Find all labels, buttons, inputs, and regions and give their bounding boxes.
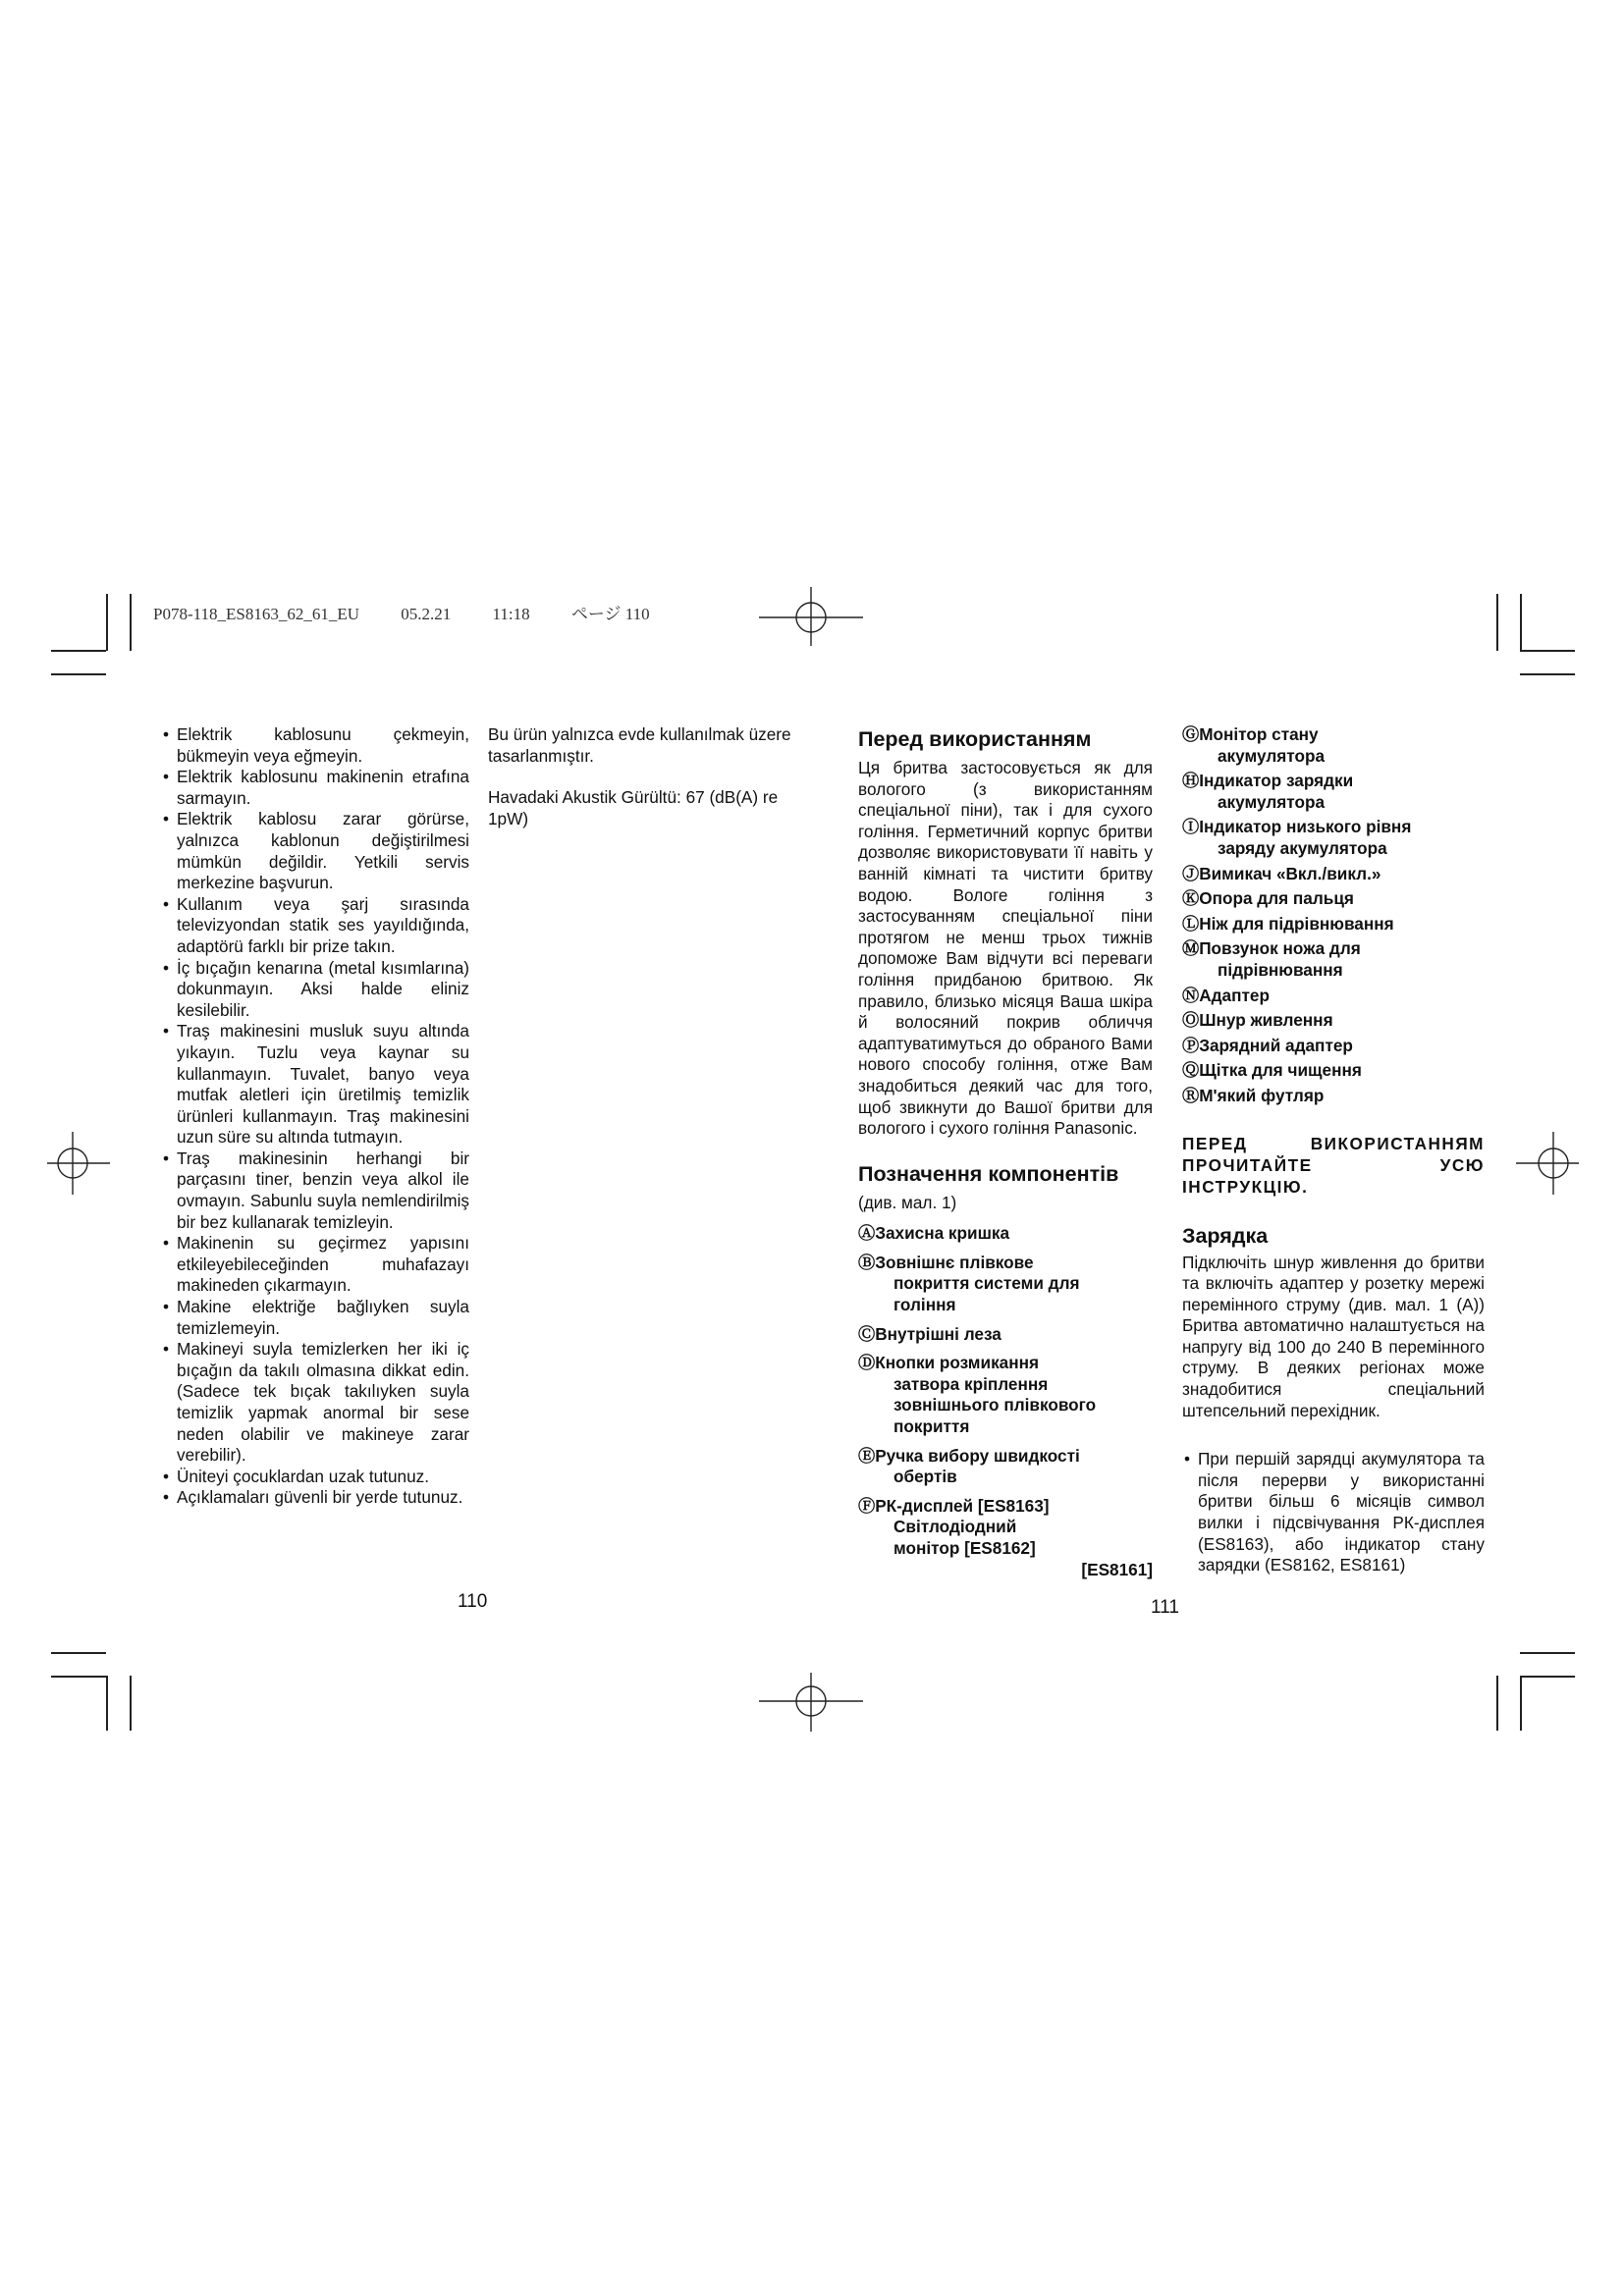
page111-column1 — [858, 726, 1153, 1588]
component-a: ⒶЗахисна кришка — [858, 1223, 1010, 1244]
list-item: • Makine elektriğe bağlıyken suyla temizlemeyin. — [161, 1297, 469, 1339]
component-j: ⒿВимикач «Вкл./викл.» — [1182, 863, 1381, 883]
list-item: • Makinenin su geçirmez yapısını etkileyebileceğinden muhafazayı makineden çıkarmayın. — [161, 1233, 469, 1297]
before-use-text: Ця бритва застосовується як для вологого (з використанням спеціальної піни), так і для сухого гоління. Герметичний корпус бритви дозволяє використовувати її навіть у ванній кімнаті та чистити бритву водою. Вологе гоління з застосуванням спеціальної піни протягом не менш трьох тижнів допоможе Вам відчути всі переваги гоління придбаною бритвою. Як правило, близько місяця Ваша шкіра й волосяний покрив обличчя адаптуватимуться до обраного Вами нового способу гоління, отже Вам знадобиться деякий час для того, щоб звикнути до Вашої бритви для вологого і сухого гоління Panasonic. — [858, 758, 1153, 1139]
noise-spec: Havadaki Akustik Gürültü: 67 (dB(A) re 1pW) — [488, 787, 779, 828]
list-item: • İç bıçağın kenarına (metal kısımlarına) dokunmayın. Aksi halde eliniz kesilebilir. — [161, 958, 469, 1022]
component-r: ⓇМ'який футляр — [1182, 1085, 1325, 1105]
component-g: ⒼМонітор стану акумулятора — [1182, 724, 1326, 766]
precaution-list — [161, 724, 469, 1509]
registration-mark-left — [47, 1132, 110, 1195]
registration-mark-bottom — [759, 1673, 863, 1732]
component-b: ⒷЗовнішнє плівкове покриття системи для гоління — [858, 1252, 1080, 1315]
components-title: Позначення компонентів — [858, 1161, 1119, 1186]
header-page-label: ページ 110 — [570, 605, 650, 623]
list-item: • Makineyi suyla temizlerken her iki iç bıçağın da takılı olmasına dikkat edin. (Sadece tek bıçak takılıyken suyla temizlik yapmak anormal bir sese neden olabilir ve makineye zarar verebilir). — [161, 1339, 469, 1467]
component-d: ⒹКнопки розмикання затвора кріплення зовнішнього плівкового покриття — [858, 1353, 1097, 1437]
list-item: • Açıklamaları güvenli bir yerde tutunuz. — [161, 1487, 469, 1509]
component-i: ⒾІндикатор низького рівня заряду акумулятора — [1182, 817, 1412, 858]
header-time: 11:18 — [492, 605, 530, 623]
components-ref: (див. мал. 1) — [858, 1192, 957, 1212]
component-n: ⓃАдаптер — [1182, 985, 1270, 1005]
page-number-111: 111 — [1151, 1597, 1179, 1618]
component-p: ⓅЗарядний адаптер — [1182, 1035, 1353, 1055]
component-o: ⓄШнур живлення — [1182, 1010, 1333, 1031]
component-l: ⓁНіж для підрівнювання — [1182, 913, 1394, 934]
list-item: • Elektrik kablosu zarar görürse, yalnızca kablonun değiştirilmesi mümkün değildir. Yetkili servis merkezine başvurun. — [161, 809, 469, 893]
component-c: ⒸВнутрішні леза — [858, 1323, 1001, 1344]
component-q: ⓆЩітка для чищення — [1182, 1060, 1362, 1081]
component-e: ⒺРучка вибору швидкості обертів — [858, 1445, 1080, 1487]
charging-text: Підключіть шнур живлення до бритви та включіть адаптер у розетку мережі перемінного струму (див. мал. 1 (A)) Бритва автоматично налаштується на напругу від 100 до 240 В перемінного струму. В деяких регіонах може знадобитися спеціальний штепсельний перехідник. — [1182, 1252, 1485, 1420]
page110-column2 — [488, 724, 800, 829]
home-use-note: Bu ürün yalnızca evde kullanılmak üzere tasarlanmıştır. — [488, 724, 791, 766]
page111-column2 — [1182, 724, 1485, 1576]
component-k: ⓀОпора для пальця — [1182, 888, 1354, 909]
component-f: ⒻРК-дисплей [ES8163] Світлодіодний монітор [ES8162] [ES8161] — [858, 1495, 1153, 1579]
list-item: • Elektrik kablosunu makinenin etrafına sarmayın. — [161, 767, 469, 809]
header-date: 05.2.21 — [401, 605, 452, 623]
registration-mark-right — [1516, 1132, 1579, 1195]
list-item: • Elektrik kablosunu çekmeyin, bükmeyin veya eğmeyin. — [161, 724, 469, 767]
list-item: • Kullanım veya şarj sırasında televizyondan statik ses yayıldığında, adaptörü farklı bir prize takın. — [161, 894, 469, 958]
charging-title: Зарядка — [1182, 1223, 1269, 1248]
component-h: ⒽІндикатор зарядки акумулятора — [1182, 771, 1354, 812]
page110-column1 — [161, 724, 469, 1509]
list-item: • Traş makinesini musluk suyu altında yıkayın. Tuzlu veya kaynar su kullanmayın. Tuvalet, banyo veya mutfak aletleri için üretilmiş temizlik ürünleri kullanmayın. Traş makinesini uzun süre su altında tutmayın. — [161, 1021, 469, 1148]
component-m: ⓂПовзунок ножа для підрівнювання — [1182, 938, 1361, 980]
list-item: • При першій зарядці акумулятора та після перерви у використанні бритви більш 6 місяців символ вилки і підсвічування РК-дисплея (ES8163), або індикатор стану зарядки (ES8162, ES8161) — [1182, 1449, 1485, 1576]
page-number-110: 110 — [458, 1591, 488, 1612]
list-item: • Traş makinesinin herhangi bir parçasını tiner, benzin veya alkol ile ovmayın. Sabunlu suyla nemlendirilmiş bir bez kullanarak temizleyin. — [161, 1148, 469, 1233]
charging-notes — [1182, 1449, 1485, 1576]
print-header — [153, 600, 860, 624]
read-instructions-warning: ПЕРЕД ВИКОРИСТАННЯМ ПРОЧИТАЙТЕ УСЮ ІНСТРУКЦІЮ. — [1182, 1133, 1485, 1197]
header-file: P078-118_ES8163_62_61_EU — [153, 605, 359, 623]
list-item: • Üniteyi çocuklardan uzak tutunuz. — [161, 1467, 469, 1488]
before-use-title: Перед використанням — [858, 727, 1092, 751]
